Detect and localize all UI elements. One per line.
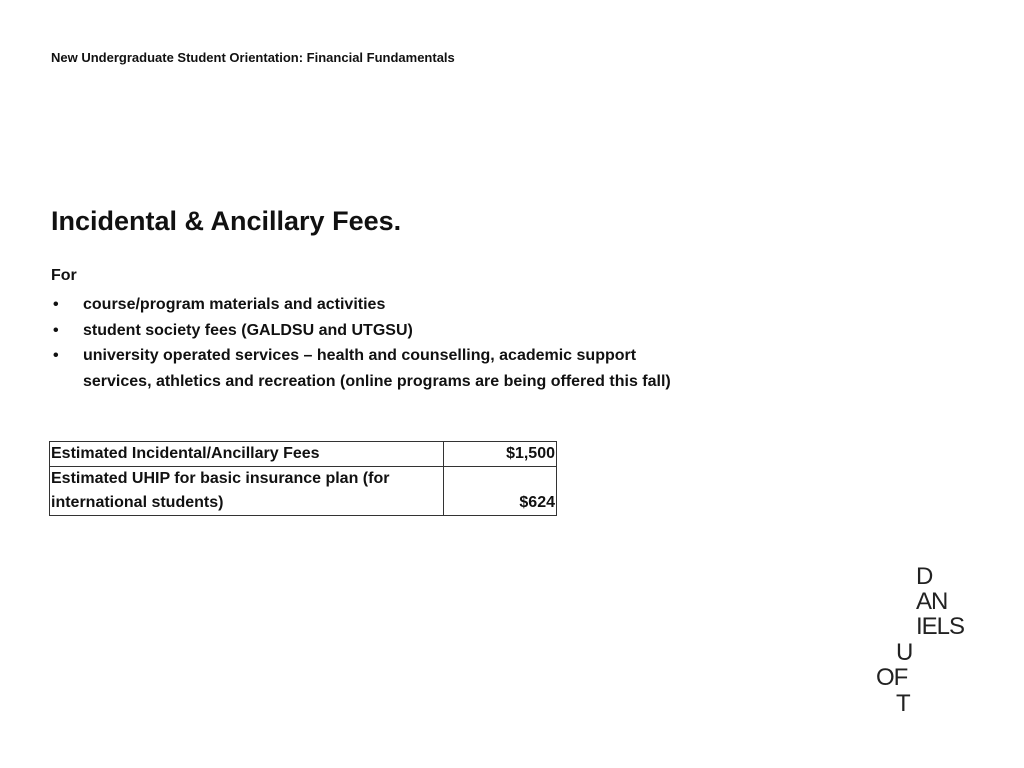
intro-text: For: [51, 267, 77, 284]
fee-label-cell: Estimated UHIP for basic insurance plan (for international students): [50, 467, 444, 516]
slide-title: Incidental & Ancillary Fees.: [51, 206, 402, 236]
logo-line: U: [896, 639, 913, 666]
fee-purpose-list: [51, 292, 691, 394]
list-item: • university operated services – health and counselling, academic support services, athletics and recreation (online programs are being offered this fall): [51, 343, 691, 394]
fee-amount-cell: $1,500: [444, 442, 557, 467]
logo-line: D: [916, 563, 933, 590]
table-row: [50, 442, 557, 467]
table-row: [50, 467, 557, 516]
logo-line: T: [896, 690, 910, 717]
logo-line: IELS: [916, 613, 965, 640]
list-item: • course/program materials and activities: [51, 292, 691, 318]
fee-label-cell: Estimated Incidental/Ancillary Fees: [50, 442, 444, 467]
logo-line: AN: [916, 588, 948, 615]
daniels-uoft-logo: [860, 565, 1000, 725]
fee-amount-cell: $624: [444, 467, 557, 516]
presentation-header: New Undergraduate Student Orientation: Financial Fundamentals: [51, 50, 455, 65]
fees-table: [49, 441, 557, 516]
list-item: • student society fees (GALDSU and UTGSU): [51, 318, 691, 344]
logo-line: OF: [876, 664, 908, 691]
